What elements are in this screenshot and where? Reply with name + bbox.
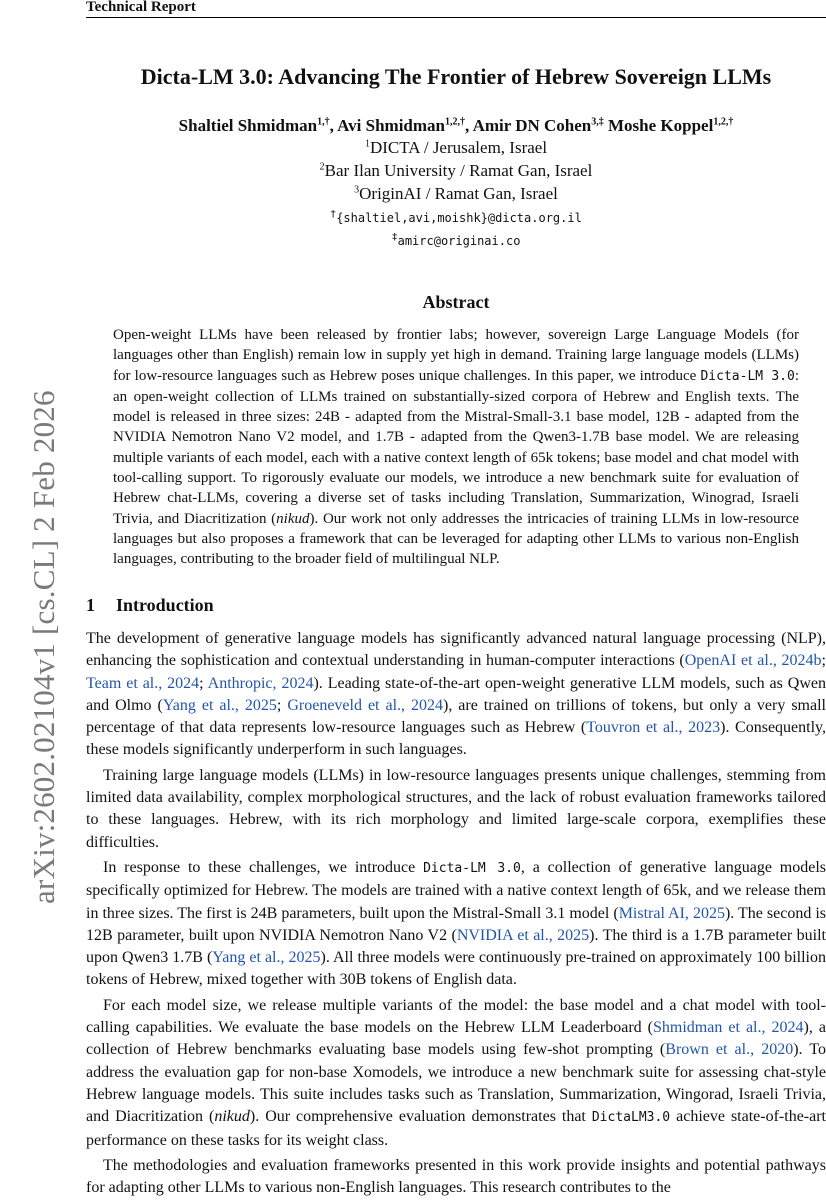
paragraph-text: ). To address the evaluation gap for non-base Xomodels, we introduce a new benchmark suite for assessing chat-style Hebrew language models. This suite includes tasks such as Translation, Summarization, Wingorad, Israeli Trivia, and Diacritization ( [86,1041,826,1126]
paper-title: Dicta-LM 3.0: Advancing The Frontier of Hebrew Sovereign LLMs [140,64,772,89]
paragraph-text: ). Our comprehensive evaluation demonstrates that [249,1108,592,1126]
author-name: Amir DN Cohen [472,116,592,135]
email-address: amirc@originai.co [397,234,521,248]
paragraph [86,857,826,992]
paragraph: The methodologies and evaluation frameworks presented in this work provide insights and potential pathways for adapting other LLMs to various non-English languages. This research contributes to the [86,1156,826,1197]
paragraph-text: The development of generative language models has significantly advanced natural language processing (NLP), enhancing the sophistication and contextual understanding in human-computer interactions ( [86,630,826,670]
paragraph-text: In response to these challenges, we introduce [103,858,424,876]
paragraph-italic: nikud [214,1108,250,1126]
affiliation [86,138,826,158]
email-line [86,234,826,248]
citation-link[interactable]: Touvron et al., 2023 [586,719,721,737]
paragraph-text: ), a collection of Hebrew benchmarks evaluating base models using few-shot prompting ( [86,1019,826,1059]
citation-link[interactable]: Yang et al., 2025 [162,696,277,714]
author-name: Avi Shmidman [337,116,445,135]
citation-link[interactable]: Groeneveld et al., 2024 [287,696,443,714]
author-marks: 1,† [317,116,330,128]
affiliation-text: OriginAI / Ramat Gan, Israel [359,184,558,203]
affiliation [86,184,826,204]
paragraph-text: For each model size, we release multiple variants of the model: the base model and a chat model with tool-calling capabilities. We evaluate the base models on the Hebrew LLM Leaderboard ( [86,996,826,1037]
author-name: Moshe Koppel [608,116,714,135]
paragraph-text: ). The third is a 1.7B parameter built upon Qwen3 1.7B ( [86,926,826,967]
email-address: {shaltiel,avi,moishk}@dicta.org.il [336,211,582,225]
author-marks: 1,2,† [713,116,734,128]
affiliation-text: Bar Ilan University / Ramat Gan, Israel [324,161,593,180]
paragraph-text: ). Leading state-of-the-art open-weight generative LLM models, such as Qwen and Olmo ( [86,674,826,714]
paragraph-text: ; [276,696,288,714]
running-header: Technical Report [86,0,196,15]
email-mark: ‡ [391,232,398,243]
author-name: Shaltiel Shmidman [178,116,318,135]
abstract-text: ). Our work not only addresses the intricacies of training LLMs in low-resource languages but also proposes a framework that can be leveraged for adapting other LLMs to various non-English languages, contributing to the broader field of multilingual NLP. [113,510,799,568]
affiliation-mark: 2 [319,161,325,173]
citation-link[interactable]: NVIDIA et al., 2025 [456,926,590,944]
paragraph-text: , a collection of generative language models specifically optimized for Hebrew. The models are trained with a native context length of 65k, and we release them in three sizes. The first is 24B parameters, built upon the Mistral-Small 3.1 model ( [86,858,826,922]
citation-link[interactable]: Mistral AI, 2025 [618,904,725,922]
abstract-text: : an open-weight collection of LLMs trained on substantially-sized corpora of Hebrew and English texts. The model is released in three sizes: 24B - adapted from the Mistral-Small-3.1 base model, 12B - adapted from the NVIDIA Nemotron Nano V2 model, and 1.7B - adapted from the Qwen3-1.7B base model. We are releasing multiple variants of each model, each with a native context length of 65k tokens; base model and chat model with tool-calling support. To rigorously evaluate our models, we introduce a new benchmark suite for evaluation of Hebrew chat-LLMs, covering a diverse set of tasks including Translation, Summarization, Winograd, Israeli Trivia, and Diacritization ( [113,367,799,527]
abstract-text: Open-weight LLMs have been released by frontier labs; however, sovereign Large Language Models (for languages other than English) remain low in supply yet high in demand. Training large language models (LLMs) for low-resource languages such as Hebrew poses unique challenges. In this paper, we introduce [113,327,799,384]
abstract-italic: nikud [276,510,310,527]
abstract-heading: Abstract [422,292,490,312]
email-mark: † [330,209,337,220]
paragraph [86,995,826,1152]
paragraph-text: achieve state-of-the-art performance on these tasks for its weight class. [86,1108,826,1149]
paragraph: Training large language models (LLMs) in low-resource languages presents unique challenges, stemming from limited data availability, complex morphological structures, and the lack of robust evaluation frameworks tailored to these languages. Hebrew, with its rich morphology and limited large-scale corpora, exemplifies these difficulties. [86,766,826,851]
affiliation-mark: 3 [354,184,360,196]
paragraph-text: ; [199,674,208,692]
section-number: 1 [86,595,95,615]
citation-link[interactable]: Yang et al., 2025 [212,949,321,967]
email-line [86,211,826,225]
citation-link[interactable]: OpenAI et al., 2024b [684,652,822,670]
paragraph-text: ; [821,652,826,670]
header-rule [86,17,826,18]
citation-link[interactable]: Team et al., 2024 [86,674,200,692]
arxiv-side-stamp: arXiv:2602.02104v1 [cs.CL] 2 Feb 2026 [26,390,61,904]
model-name-code: Dicta-LM 3.0 [423,860,521,876]
abstract-body [113,325,799,570]
author-marks: 1,2,† [445,116,465,128]
paragraph-text: ), are trained on trillions of tokens, but only a very small percentage of that data represents low-resource languages such as Hebrew ( [86,696,826,737]
author-separator: , [465,116,473,135]
author-list [86,116,826,136]
paragraph-text: ). The second is 12B parameter, built upon NVIDIA Nemotron Nano V2 ( [86,904,826,944]
model-name-code: Dicta-LM 3.0 [700,368,795,384]
paragraph [86,628,826,762]
citation-link[interactable]: Shmidman et al., 2024 [653,1019,804,1037]
author-marks: 3,‡ [591,116,604,128]
introduction-body [86,628,826,1199]
paragraph-text: ). All three models were continuously pre-trained on approximately 100 billion tokens of Hebrew, mixed together with 30B tokens of English data. [86,949,826,989]
citation-link[interactable]: Anthropic, 2024 [207,674,314,692]
affiliation [86,161,826,181]
citation-link[interactable]: Brown et al., 2020 [665,1041,794,1059]
paragraph-text: ). Consequently, these models significantly underperform in such languages. [86,719,826,759]
affiliation-mark: 1 [364,138,370,150]
model-name-code: DictaLM3.0 [591,1110,671,1126]
author-separator: , [329,116,338,135]
section-title: Introduction [116,595,214,615]
section-heading [86,595,214,616]
affiliation-text: DICTA / Jerusalem, Israel [369,138,548,157]
